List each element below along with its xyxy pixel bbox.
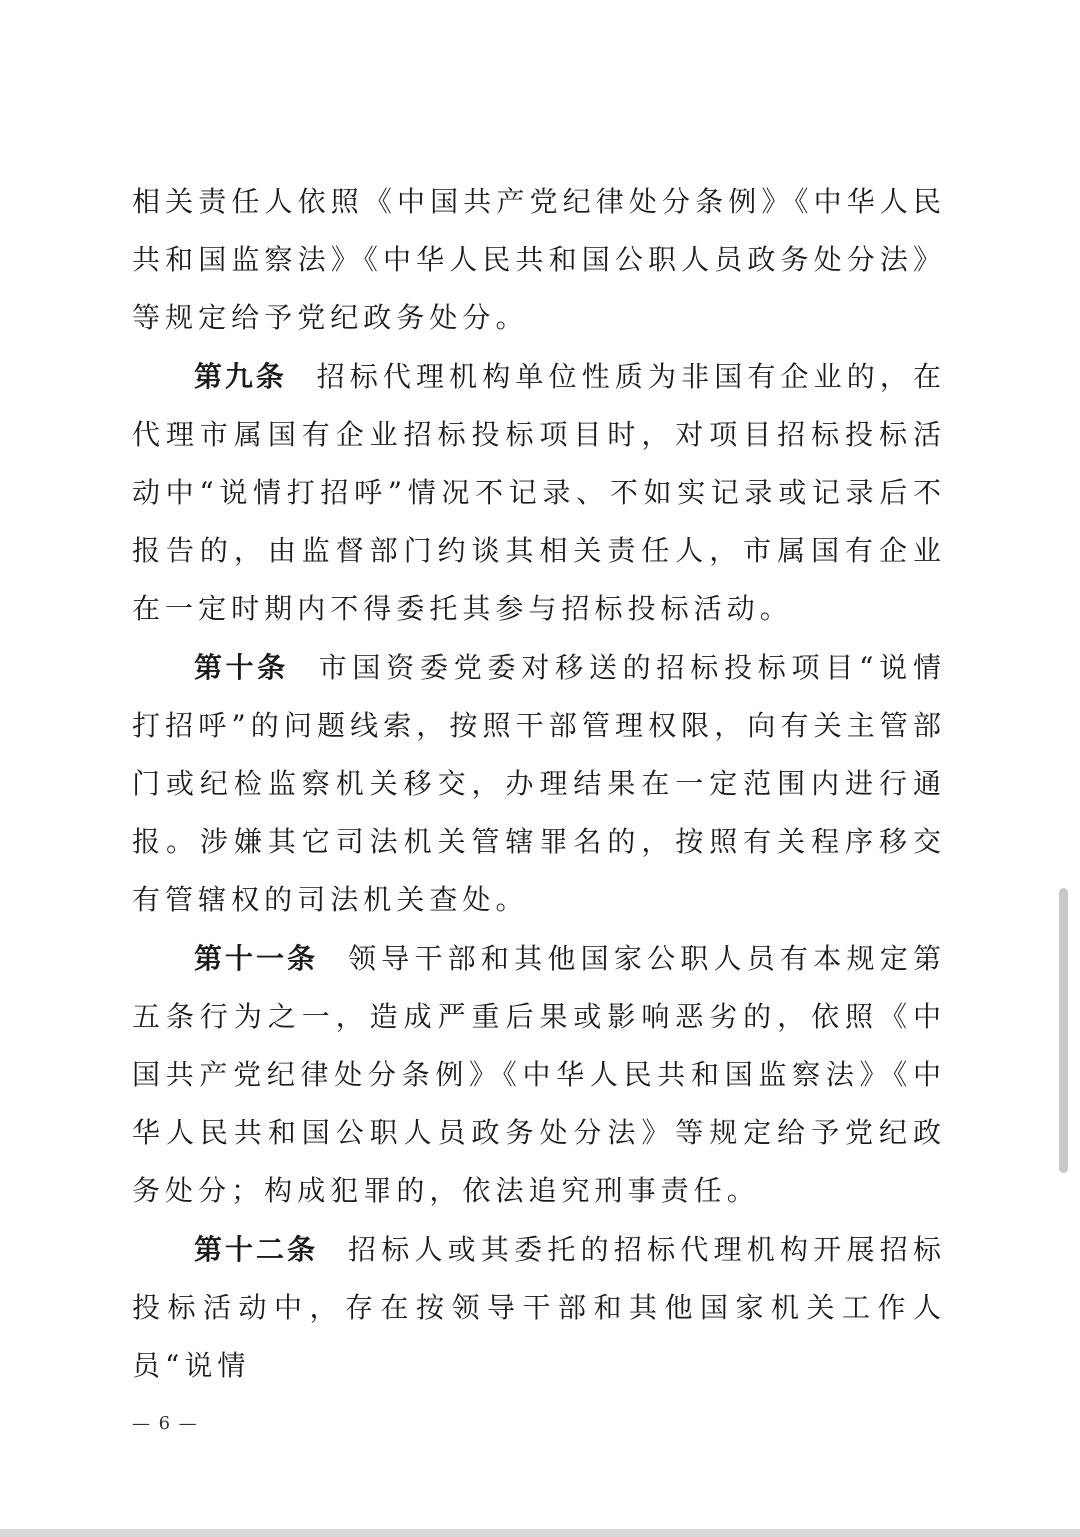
article-label: 第十一条 <box>194 941 318 975</box>
paragraph-text: 领导干部和其他国家公职人员有本规定第五条行为之一，造成严重后果或影响恶劣的，依照《中国共产党纪律处分条例》《中华人民共和国监察法》《中华人民共和国公职人员政务处分法》等规定给予党纪政务处分；构成犯罪的，依法追究刑事责任。 <box>132 941 946 1208</box>
scrollbar-thumb[interactable] <box>1059 888 1068 1173</box>
article-label: 第十二条 <box>194 1232 318 1266</box>
paragraph-text: 招标人或其委托的招标代理机构开展招标投标活动中，存在按领导干部和其他国家机关工作人员“说情 <box>132 1232 946 1383</box>
article-11 <box>132 930 946 1221</box>
paragraph-text: 相关责任人依照《中国共产党纪律处分条例》《中华人民共和国监察法》《中华人民共和国公职人员政务处分法》等规定给予党纪政务处分。 <box>132 185 946 335</box>
article-label: 第十条 <box>194 650 289 684</box>
paragraph-text: 市国资委党委对移送的招标投标项目“说情打招呼”的问题线索，按照干部管理权限，向有关主管部门或纪检监察机关移交，办理结果在一定范围内进行通报。涉嫌其它司法机关管辖罪名的，按照有关程序移交有管辖权的司法机关查处。 <box>132 650 947 917</box>
document-body <box>132 173 946 1395</box>
article-9 <box>132 348 946 639</box>
article-12 <box>132 1221 946 1396</box>
paragraph-text: 招标代理机构单位性质为非国有企业的，在代理市属国有企业招标投标项目时，对项目招标投标活动中“说情打招呼”情况不记录、不如实记录或记录后不报告的，由监督部门约谈其相关责任人，市属国有企业在一定时期内不得委托其参与招标投标活动。 <box>132 359 947 626</box>
paragraph-continuation <box>132 173 946 348</box>
article-10 <box>132 639 946 930</box>
bottom-edge <box>0 1529 1080 1537</box>
page-number: — 6 — <box>132 1413 199 1434</box>
article-label: 第九条 <box>194 359 287 393</box>
